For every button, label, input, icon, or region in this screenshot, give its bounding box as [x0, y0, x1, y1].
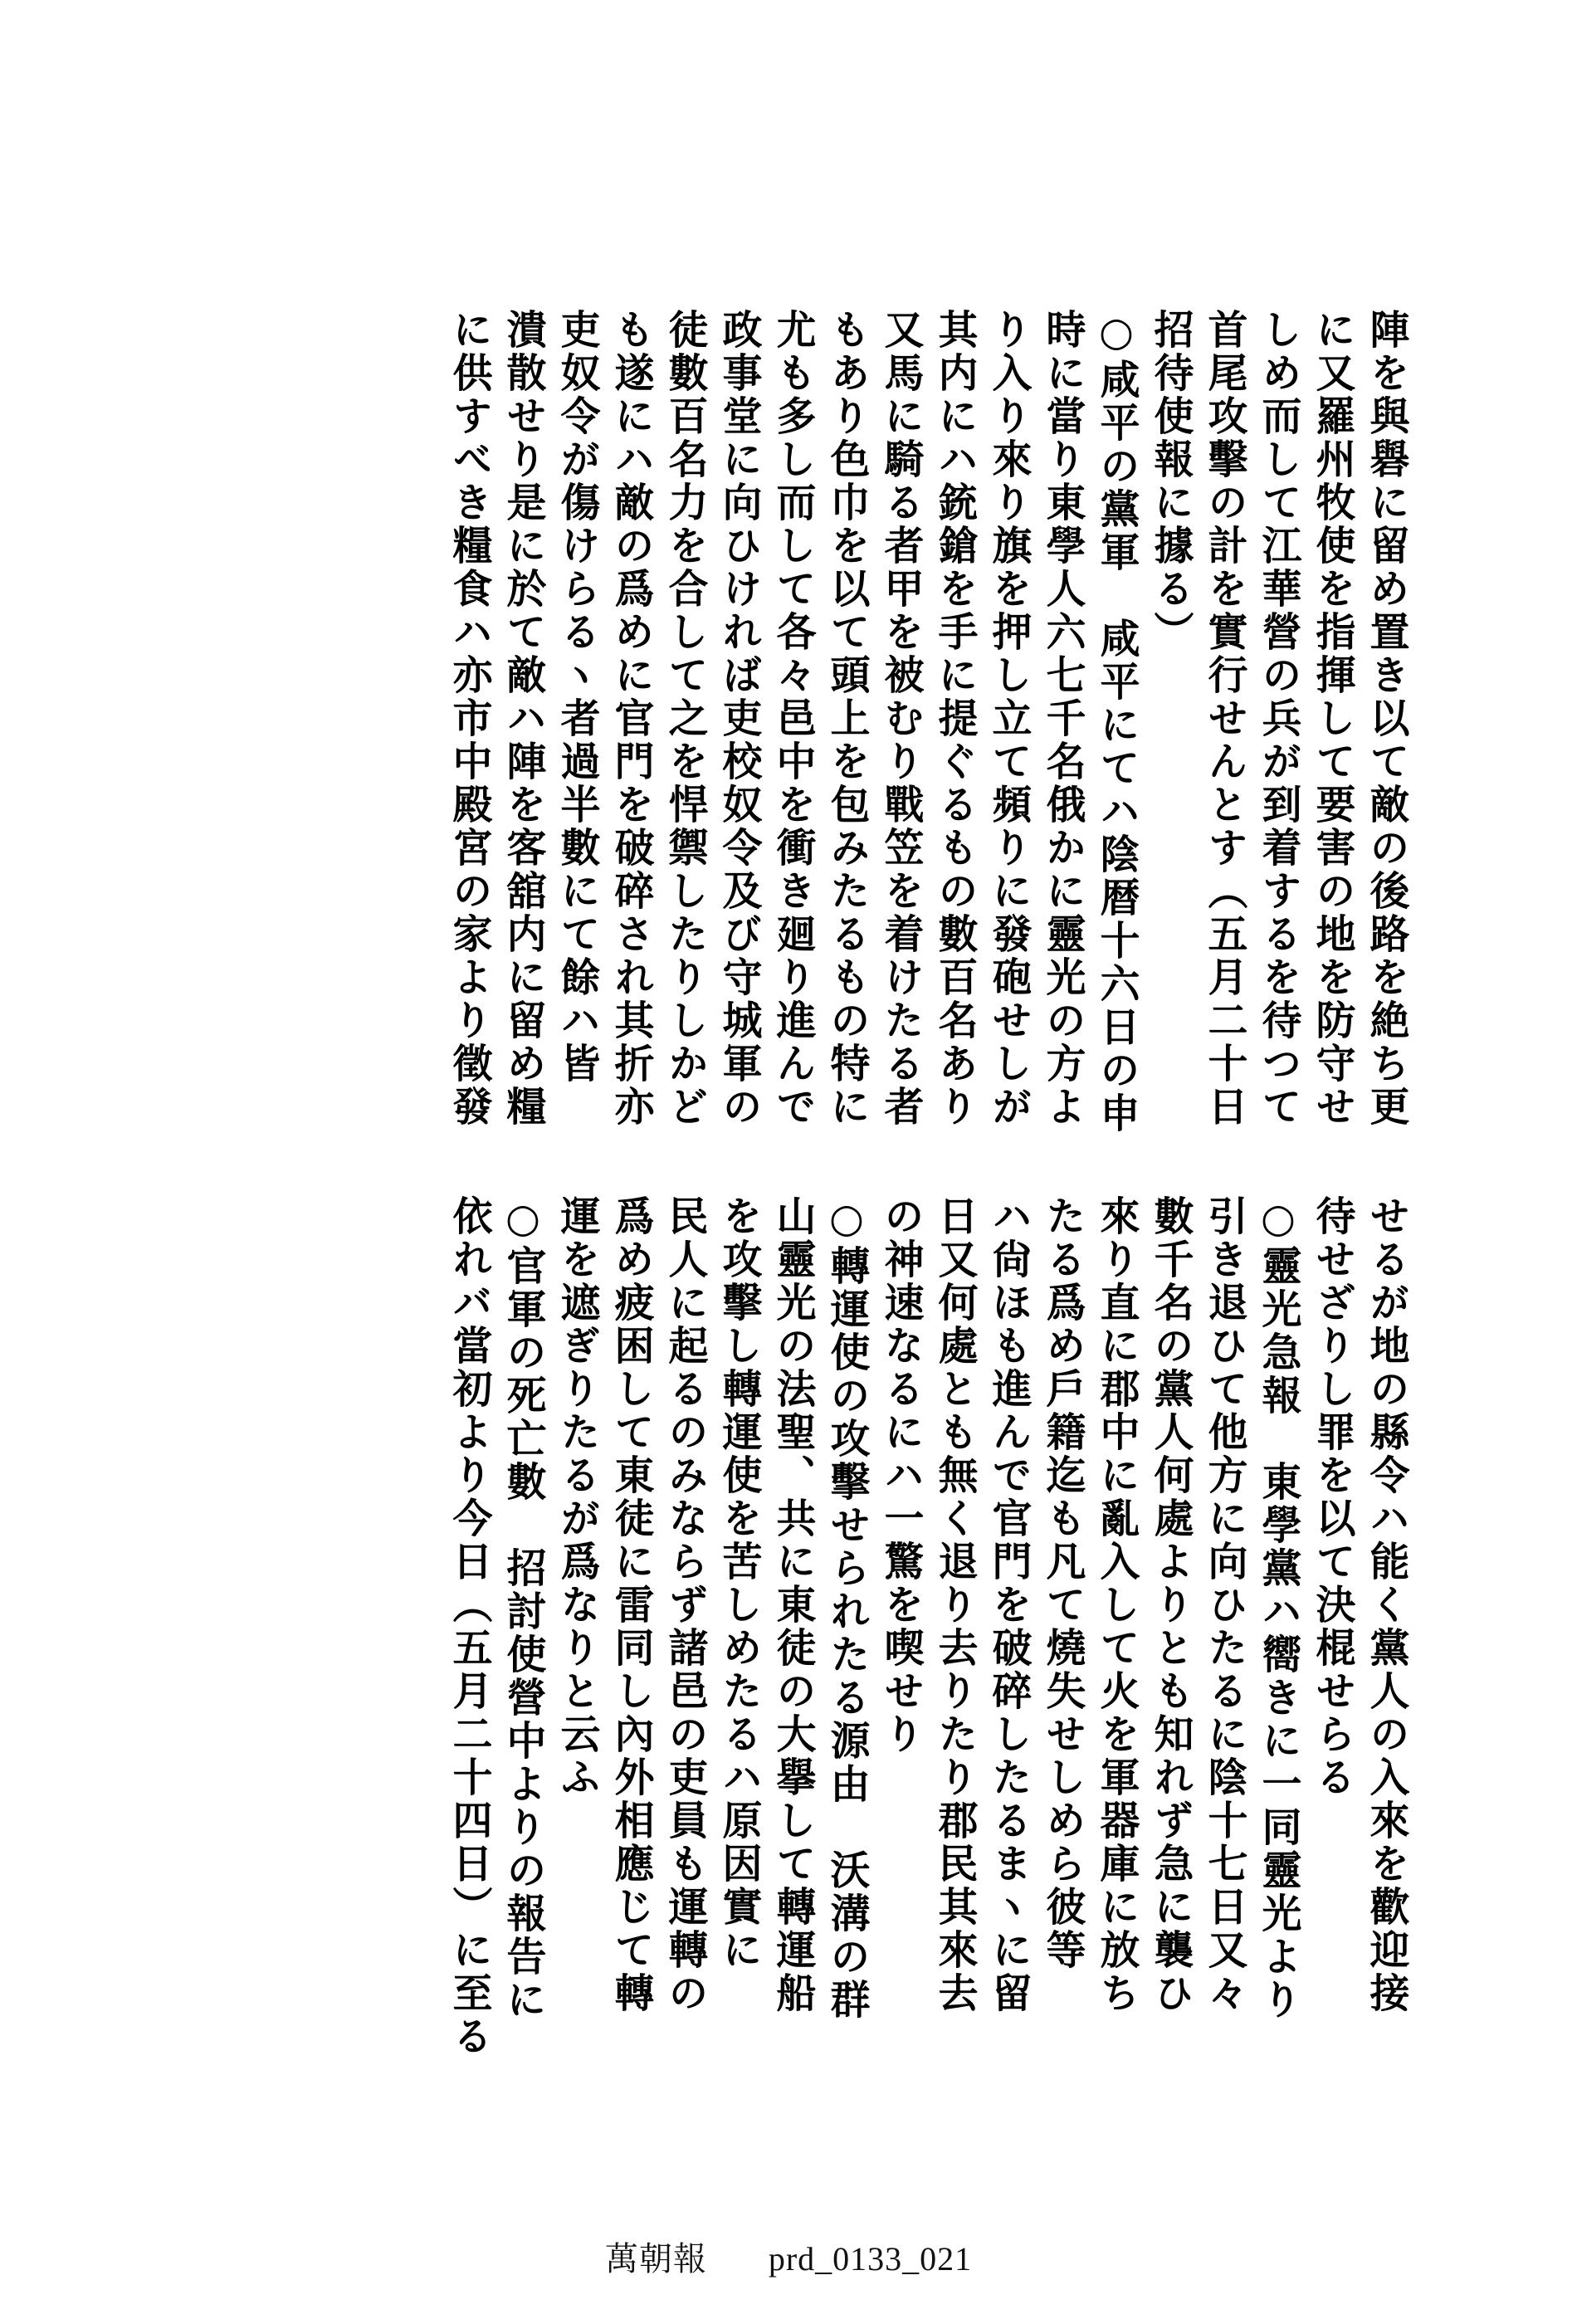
- text-column: 山靈光の法聖、共に東徒の大擧して轉運船: [769, 1195, 816, 2015]
- text-column: 數千名の黨人何處よりとも知れず急に襲ひ: [1147, 1195, 1194, 2015]
- text-column: 其内にハ銃鎗を手に提ぐるもの數百名あり: [931, 309, 978, 1129]
- text-column: 時に當り東學人六七千名俄かに靈光の方よ: [1039, 309, 1086, 1129]
- text-column: もあり色巾を以て頭上を包みたるもの特に: [823, 309, 870, 1129]
- text-column: せるが地の縣令ハ能く黨人の入來を歡迎接: [1363, 1195, 1409, 2015]
- text-column: 招待使報に據る）: [1147, 309, 1194, 654]
- text-column: 待せざりし罪を以て決棍せらる: [1309, 1195, 1355, 1799]
- text-column: 運を遮ぎりたるが爲なりと云ふ: [554, 1195, 600, 1799]
- text-column: 吏奴令が傷けらるヽ者過半數にて餘ハ皆: [554, 309, 600, 1086]
- text-column: しめ而して江華營の兵が到着するを待つて: [1255, 309, 1301, 1129]
- article-heading-column: ○官軍の死亡數 招討使營中よりの報告に: [500, 1195, 546, 2022]
- lower-text-block: [143, 1195, 1413, 2058]
- text-column: 引き退ひて他方に向ひたるに陰十七日又々: [1201, 1195, 1247, 2015]
- upper-text-block: [234, 309, 1413, 1139]
- text-column: 陣を與礜に留め置き以て敵の後路を絶ち更: [1363, 309, 1409, 1129]
- text-column: 尤も多し而して各々邑中を衝き廻り進んで: [769, 309, 816, 1129]
- article-heading-column: ○咸平の黨軍 咸平にてハ陰暦十六日の申: [1093, 309, 1140, 1135]
- text-column: 政事堂に向ひければ吏校奴令及び守城軍の: [715, 309, 762, 1129]
- publication-name: 萬朝報: [604, 2240, 707, 2278]
- text-column: たる爲め戶籍迄も凡て燒失せしめら彼等: [1039, 1195, 1086, 1972]
- text-column: 徒數百名力を合して之を悍禦したりしかど: [662, 309, 708, 1129]
- page-identifier: prd_0133_021: [768, 2240, 973, 2278]
- article-heading-column: ○靈光急報 東學黨ハ嚮きに一同靈光より: [1255, 1195, 1301, 2022]
- text-column: を攻擊し轉運使を苦しめたるハ原因實に: [715, 1195, 762, 1972]
- text-column: の神速なるにハ一驚を喫せり: [877, 1195, 924, 1756]
- page-footer: [0, 2233, 1577, 2280]
- text-column: 潰散せり是に於て敵ハ陣を客舘内に留め糧: [500, 309, 546, 1129]
- text-column: 首尾攻擊の計を實行せんとす（五月二十日: [1201, 309, 1247, 1129]
- text-column: 又馬に騎る者甲を被むり戰笠を着けたる者: [877, 309, 924, 1129]
- article-heading-column: ○轉運使の攻擊せられたる源由 沃溝の群: [823, 1195, 870, 2022]
- text-column: も遂にハ敵の爲めに官門を破碎され其折亦: [608, 309, 654, 1129]
- text-column: 來り直に郡中に亂入して火を軍器庫に放ち: [1093, 1195, 1140, 2015]
- text-column: に供すべき糧食ハ亦市中殿宮の家より徵發: [446, 309, 492, 1129]
- text-column: に又羅州牧使を指揮して要害の地を防守せ: [1309, 309, 1355, 1129]
- text-column: 依れバ當初より今日（五月二十四日）に至る: [446, 1195, 492, 2058]
- text-column: ハ尙ほも進んで官門を破碎したるまヽに留: [985, 1195, 1032, 2015]
- text-column: 日又何處とも無く退り去りたり郡民其來去: [931, 1195, 978, 2015]
- text-column: 民人に起るのみならず諸邑の吏員も運轉の: [662, 1195, 708, 2015]
- text-column: り入り來り旗を押し立て頻りに發砲せしが: [985, 309, 1032, 1129]
- text-column: 爲め疲困して東徒に雷同し內外相應じて轉: [608, 1195, 654, 2015]
